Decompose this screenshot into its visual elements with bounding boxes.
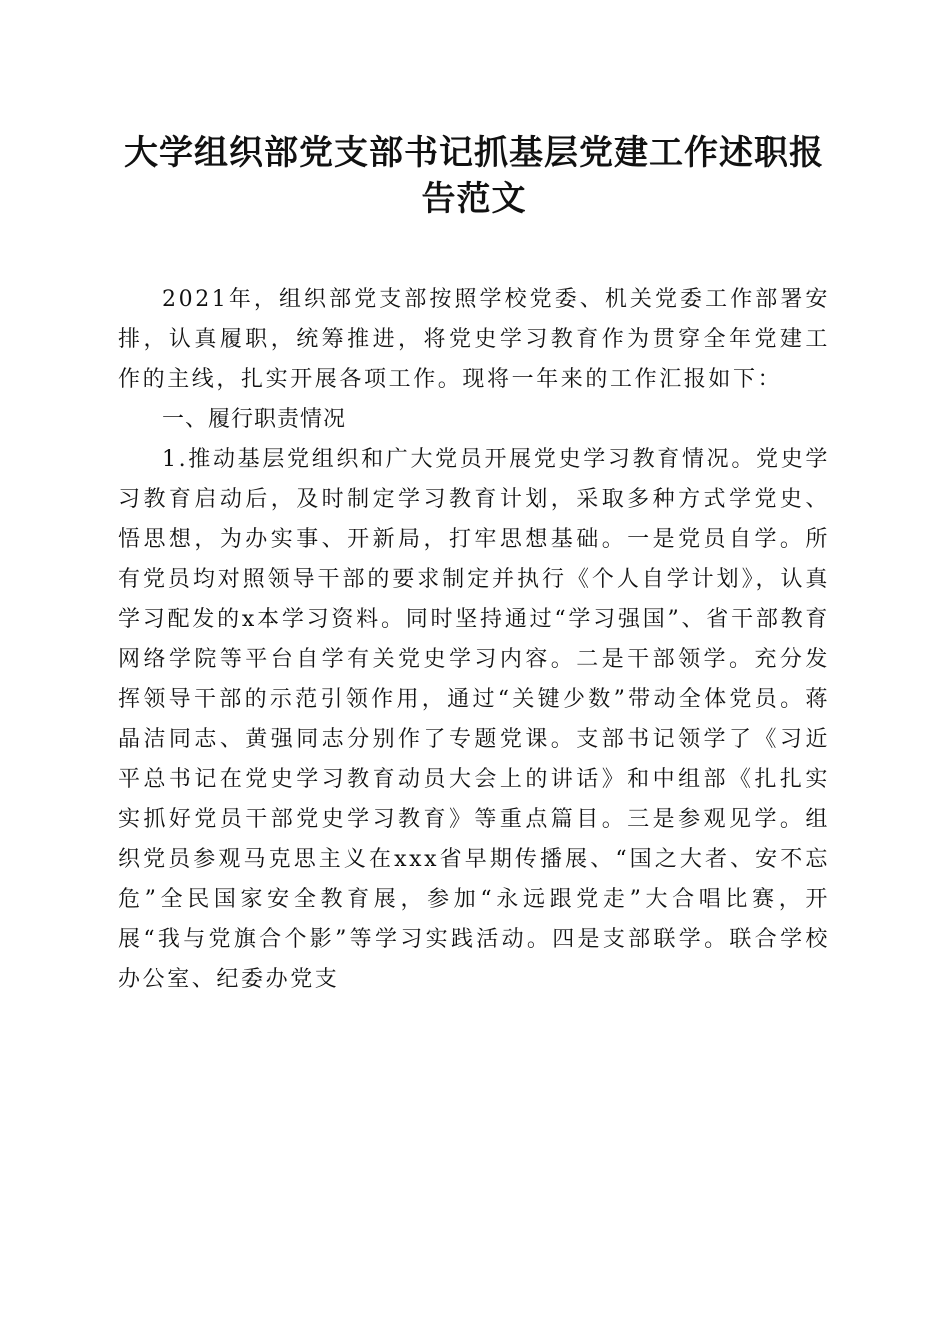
intro-paragraph: 2021年，组织部党支部按照学校党委、机关党委工作部署安排，认真履职，统筹推进，将党史学习教育作为贯穿全年党建工作的主线，扎实开展各项工作。现将一年来的工作汇报如下： [118, 287, 830, 392]
section-heading: 一、履行职责情况 [162, 407, 347, 432]
title-line-2: 告范文 [421, 179, 527, 219]
document-title [118, 130, 830, 222]
body-paragraph: 1.推动基层党组织和广大党员开展党史学习教育情况。党史学习教育启动后，及时制定学习教育计划，采取多种方式学党史、悟思想，为办实事、开新局，打牢思想基础。一是党员自学。所有党员均对照领导干部的要求制定并执行《个人自学计划》，认真学习配发的x本学习资料。同时坚持通过“学习强国”、省干部教育网络学院等平台自学有关党史学习内容。二是干部领学。充分发挥领导干部的示范引领作用，通过“关键少数”带动全体党员。蒋晶洁同志、黄强同志分别作了专题党课。支部书记领学了《习近平总书记在党史学习教育动员大会上的讲话》和中组部《扎扎实实抓好党员干部党史学习教育》等重点篇目。三是参观见学。组织党员参观马克思主义在xxx省早期传播展、“国之大者、安不忘危”全民国家安全教育展，参加“永远跟党走”大合唱比赛，开展“我与党旗合个影”等学习实践活动。四是支部联学。联合学校办公室、纪委办党支 [118, 447, 830, 992]
document-body [118, 280, 830, 1000]
title-line-1: 大学组织部党支部书记抓基层党建工作述职报 [124, 133, 824, 173]
